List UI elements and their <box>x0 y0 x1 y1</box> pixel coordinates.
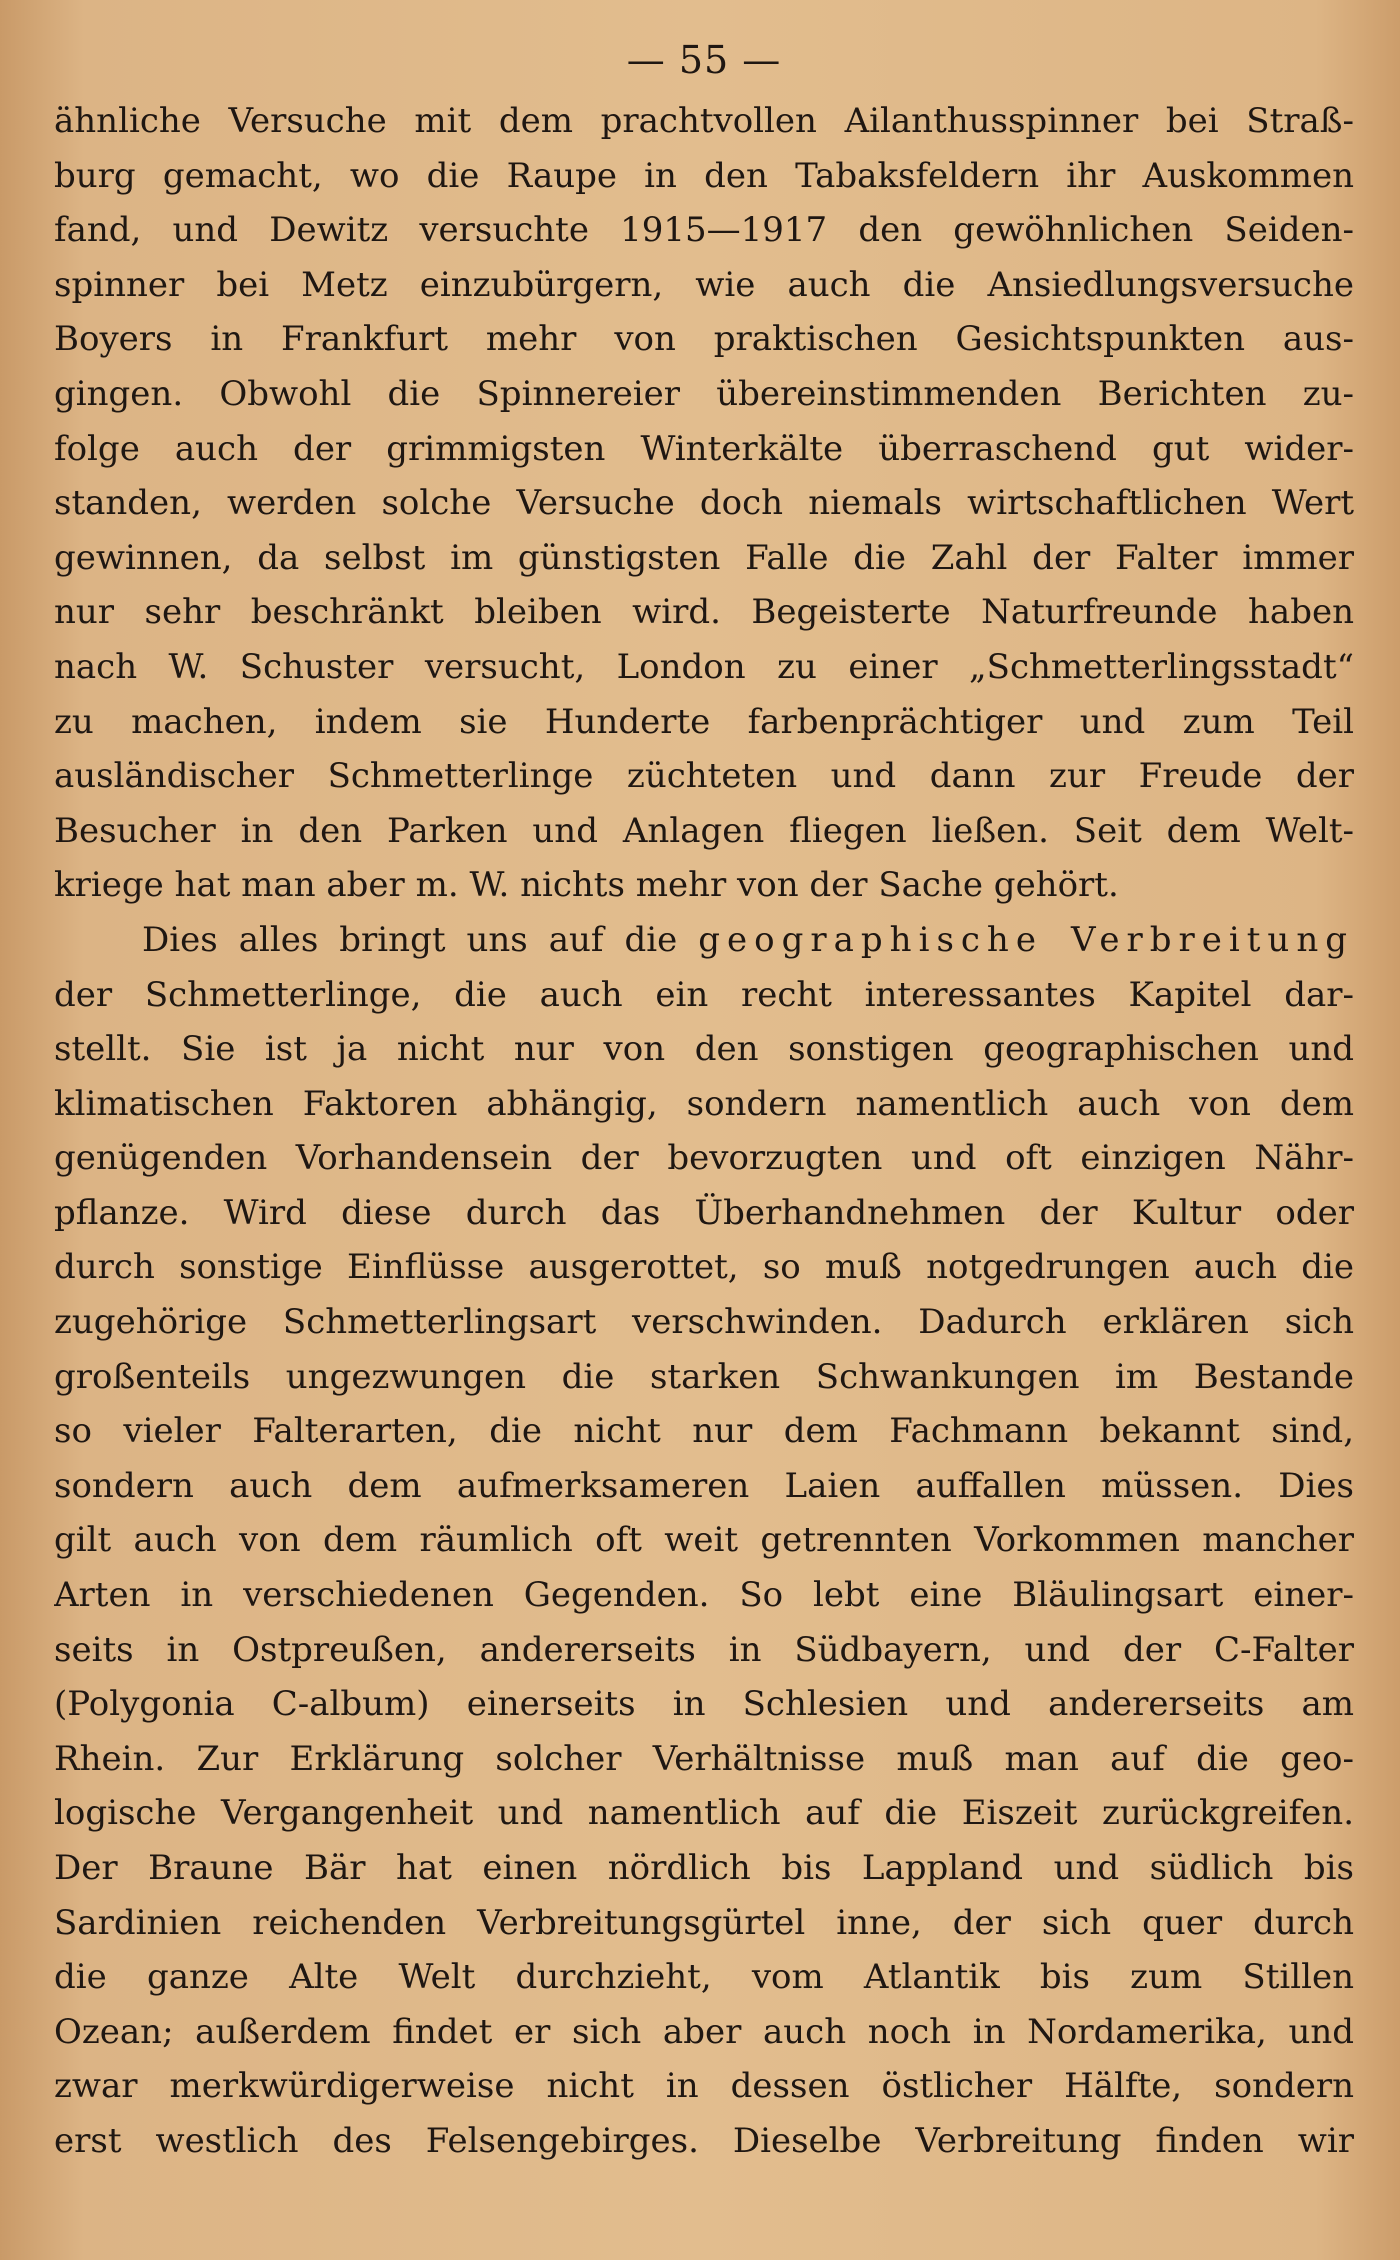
text-line: Sardinien reichenden Verbreitungsgürtel inne, der sich quer durch <box>54 1902 1354 1943</box>
text-line: klimatischen Faktoren abhängig, sondern namentlich auch von dem <box>54 1083 1354 1124</box>
text-line: durch sonstige Einflüsse ausgerottet, so muß notgedrungen auch die <box>54 1247 1354 1288</box>
text-line: seits in Ostpreußen, andererseits in Südbayern, und der C-Falter <box>54 1629 1354 1670</box>
text-line: Arten in verschiedenen Gegenden. So lebt eine Bläulingsart einer- <box>54 1575 1354 1616</box>
text-line: pflanze. Wird diese durch das Überhandnehmen der Kultur oder <box>54 1192 1354 1233</box>
text-line: Besucher in den Parken und Anlagen fliegen ließen. Seit dem Welt- <box>54 810 1354 851</box>
text-line: spinner bei Metz einzubürgern, wie auch die Ansiedlungsversuche <box>54 264 1354 305</box>
text-line: stellt. Sie ist ja nicht nur von den sonstigen geographischen und <box>54 1029 1354 1070</box>
text-line <box>54 913 1354 968</box>
text-line: erst westlich des Felsengebirges. Dieselbe Verbreitung finden wir <box>54 2120 1354 2161</box>
text-line: (Polygonia C-album) einerseits in Schlesien und andererseits am <box>54 1684 1354 1725</box>
text-line: genügenden Vorhandensein der bevorzugten und oft einzigen Nähr- <box>54 1138 1354 1179</box>
text-line: fand, und Dewitz versuchte 1915—1917 den gewöhnlichen Seiden- <box>54 210 1354 251</box>
text-line: sondern auch dem aufmerksameren Laien auffallen müssen. Dies <box>54 1465 1354 1506</box>
text-line: folge auch der grimmigsten Winterkälte überraschend gut wider- <box>54 428 1354 469</box>
text-line: gilt auch von dem räumlich oft weit getrennten Vorkommen mancher <box>54 1520 1354 1561</box>
text-line: die ganze Alte Welt durchzieht, vom Atlantik bis zum Stillen <box>54 1957 1354 1998</box>
text-line: Boyers in Frankfurt mehr von praktischen Gesichtspunkten aus- <box>54 319 1354 360</box>
text-line: ähnliche Versuche mit dem prachtvollen Ailanthusspinner bei Straß- <box>54 101 1354 141</box>
text-line: gewinnen, da selbst im günstigsten Falle die Zahl der Falter immer <box>54 537 1354 578</box>
text-line: zugehörige Schmetterlingsart verschwinden. Dadurch erklären sich <box>54 1302 1354 1343</box>
emphasized-term: geographische Verbreitung <box>698 919 1354 960</box>
text-line: zu machen, indem sie Hunderte farbenprächtiger und zum Teil <box>54 701 1354 742</box>
text-line: standen, werden solche Versuche doch niemals wirtschaftlichen Wert <box>54 483 1354 524</box>
paragraph-1 <box>54 94 1354 913</box>
text-line: gingen. Obwohl die Spinnereier übereinstimmenden Berichten zu- <box>54 373 1354 414</box>
text-line: so vieler Falterarten, die nicht nur dem Fachmann bekannt sind, <box>54 1411 1354 1452</box>
text-line: ausländischer Schmetterlinge züchteten und dann zur Freude der <box>54 756 1354 797</box>
text-line: zwar merkwürdigerweise nicht in dessen östlicher Hälfte, sondern <box>54 2066 1354 2107</box>
text-line: Ozean; außerdem findet er sich aber auch noch in Nordamerika, und <box>54 2011 1354 2052</box>
page-number: — 55 — <box>626 38 782 82</box>
paragraph-2 <box>54 913 1354 2169</box>
text-line: kriege hat man aber m. W. nichts mehr von der Sache gehört. <box>54 865 1119 906</box>
text-line: nur sehr beschränkt bleiben wird. Begeisterte Naturfreunde haben <box>54 592 1354 633</box>
text-line: burg gemacht, wo die Raupe in den Tabaksfeldern ihr Auskommen <box>54 155 1354 196</box>
text-segment: Dies alles bringt uns auf die <box>142 919 699 960</box>
text-line: Rhein. Zur Erklärung solcher Verhältnisse muß man auf die geo- <box>54 1738 1354 1779</box>
text-line: der Schmetterlinge, die auch ein recht interessantes Kapitel dar- <box>54 974 1354 1015</box>
text-line: Der Braune Bär hat einen nördlich bis Lappland und südlich bis <box>54 1848 1354 1888</box>
text-line: großenteils ungezwungen die starken Schwankungen im Bestande <box>54 1356 1354 1397</box>
text-line: nach W. Schuster versucht, London zu einer „Schmetterlingsstadt“ <box>54 646 1354 687</box>
text-line: logische Vergangenheit und namentlich auf die Eiszeit zurückgreifen. <box>54 1793 1354 1834</box>
